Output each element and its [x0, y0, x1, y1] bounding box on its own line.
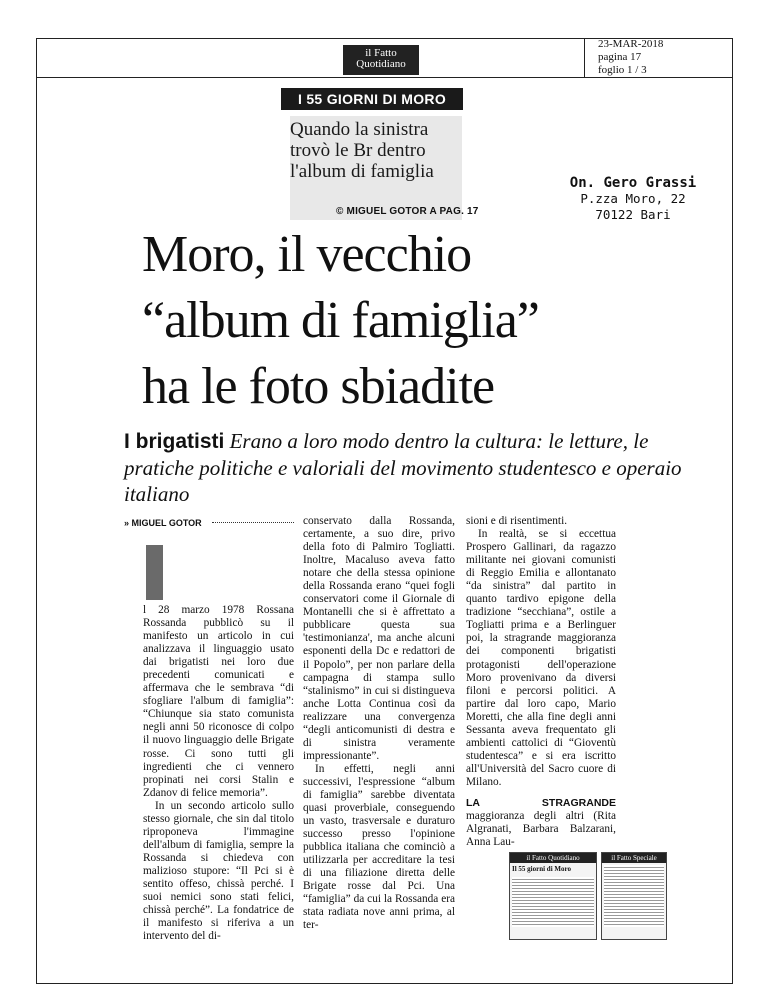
thumbnail-masthead: il Fatto Speciale — [602, 853, 666, 863]
teaser-credit: © MIGUEL GOTOR A PAG. 17 — [336, 206, 479, 217]
paragraph: In effetti, negli anni successivi, l'espressione “album di famiglia” sarebbe diventata quasi proverbiale, conseguendo un vasto, trasversale e duraturo successo presso l'opinione pubblica italiana che cominciò a utilizzarla per accreditare la tesi di una filiazione diretta delle Brigate rosse dal Pci. Una “famiglia” da cui la Rossanda era stata radiata nove anni prima, al ter- — [303, 762, 455, 932]
clipping-meta — [598, 38, 663, 77]
newspaper-logo — [343, 45, 419, 75]
article-column-2 — [303, 515, 455, 933]
paragraph: sioni e di risentimenti. — [466, 515, 568, 527]
article-column-3 — [466, 515, 616, 849]
address-stamp — [558, 175, 708, 223]
byline: » MIGUEL GOTOR — [124, 518, 202, 528]
logo-line-1: il Fatto — [365, 47, 397, 59]
clipping-sheet: foglio 1 / 3 — [598, 64, 647, 76]
headline-line: Moro, il vecchio — [142, 226, 472, 283]
headline-line: “album di famiglia” — [142, 292, 539, 349]
thumbnail-text — [604, 865, 664, 927]
subhead: LA STRAGRANDE — [466, 796, 616, 809]
stamp-name: On. Gero Grassi — [569, 175, 697, 191]
deck-text: Erano a loro modo dentro la cultura: le letture, le pratiche politiche e valoriali del movimento studentesco e operaio italiano — [124, 429, 682, 506]
paragraph: maggioranza degli altri (Rita Algranati, Barbara Balzarani, Anna Lau- — [466, 810, 616, 849]
deck-lead: I brigatisti — [124, 430, 225, 453]
headline-line: ha le foto sbiadite — [142, 358, 495, 415]
page-thumbnail-special — [601, 852, 667, 940]
teaser-line: Quando la sinistra — [290, 119, 429, 140]
paragraph: In realtà, se si eccettua Prospero Gallinari, da ragazzo militante nei giovani comunisti di Reggio Emilia e allontanato “da sinistra” dal partito in quanto tardivo epigone della tradizione “secchiana”, ostile a Togliatti prima e a Berlinguer poi, la stragrande maggioranza dei componenti brigatisti protagonisti dell'operazione Moro provenivano da diversi filoni e percorsi politici. A partire dal loro capo, Mario Moretti, che alla fine degli anni Sessanta aveva frequentato gli ambienti cattolici di “Gioventù studentesca” e si era iscritto all'Università del Sacro cuore di Milano. — [466, 528, 616, 788]
paragraph: conservato dalla Rossanda, certamente, a suo dire, privo della foto di Palmiro Togliatti. Inoltre, Macaluso aveva fatto notare che della stessa opinione della Rossanda erano “quei fogli conservatori come il Giornale di Montanelli che si è affrettato a pubblicare questa sua 'testimonianza', ma anche alcuni esponenti della Dc e redattori de il Popolo”, per non parlare della campagna di stampa sullo “stalinismo” in cui si distingueva anche Lotta Continua così da realizzare una convergenza “degli anticomunisti di destra e di sinistra veramente impressionante”. — [303, 515, 455, 762]
thumbnail-masthead: il Fatto Quotidiano — [510, 853, 596, 863]
paragraph: In un secondo articolo sullo stesso giornale, che sin dal titolo riproponeva l'immagine dell'album di famiglia, sempre la Rossanda si chiedeva con malizioso stupore: “Il Pci si è sentito offeso, chissà perché. I suoi nemici sono stati felici, chissà perché”. La fondatrice de il manifesto si riferiva a un intervento del di- — [143, 799, 294, 943]
main-headline — [142, 222, 642, 420]
drop-cap — [146, 545, 163, 600]
stamp-street: P.zza Moro, 22 — [580, 191, 686, 206]
page-thumbnail-front — [509, 852, 597, 940]
clipping-date: 23-MAR-2018 — [598, 38, 664, 50]
header-divider — [36, 77, 733, 78]
thumbnail-title: Il 55 giorni di Moro — [512, 865, 571, 873]
clipping-page: pagina 17 — [598, 51, 642, 63]
header-separator — [584, 38, 585, 77]
teaser-line: l'album di famiglia — [290, 161, 434, 182]
teaser-title — [290, 119, 460, 182]
section-kicker: I 55 GIORNI DI MORO — [281, 88, 463, 110]
teaser-line: trovò le Br dentro — [290, 140, 426, 161]
paragraph: l 28 marzo 1978 Rossana Rossanda pubblicò su il manifesto un articolo in cui analizzava il linguaggio usato dai brigatisti nei loro due precedenti comunicati e affermava che le sembrava “di sfogliare l'album di famiglia”: “Chiunque sia stato comunista negli anni 50 riconosce di colpo il nuovo linguaggio delle Brigate rosse. Ci sono tutti gli ingredienti che ci vennero propinati nei corsi Stalin e Zdanov di felice memoria”. — [143, 604, 294, 799]
stamp-city: 70122 Bari — [595, 207, 671, 222]
logo-line-2: Quotidiano — [356, 58, 406, 70]
article-column-1 — [143, 604, 294, 943]
thumbnail-text — [512, 877, 594, 927]
article-deck — [124, 428, 704, 507]
byline-rule — [212, 522, 294, 523]
